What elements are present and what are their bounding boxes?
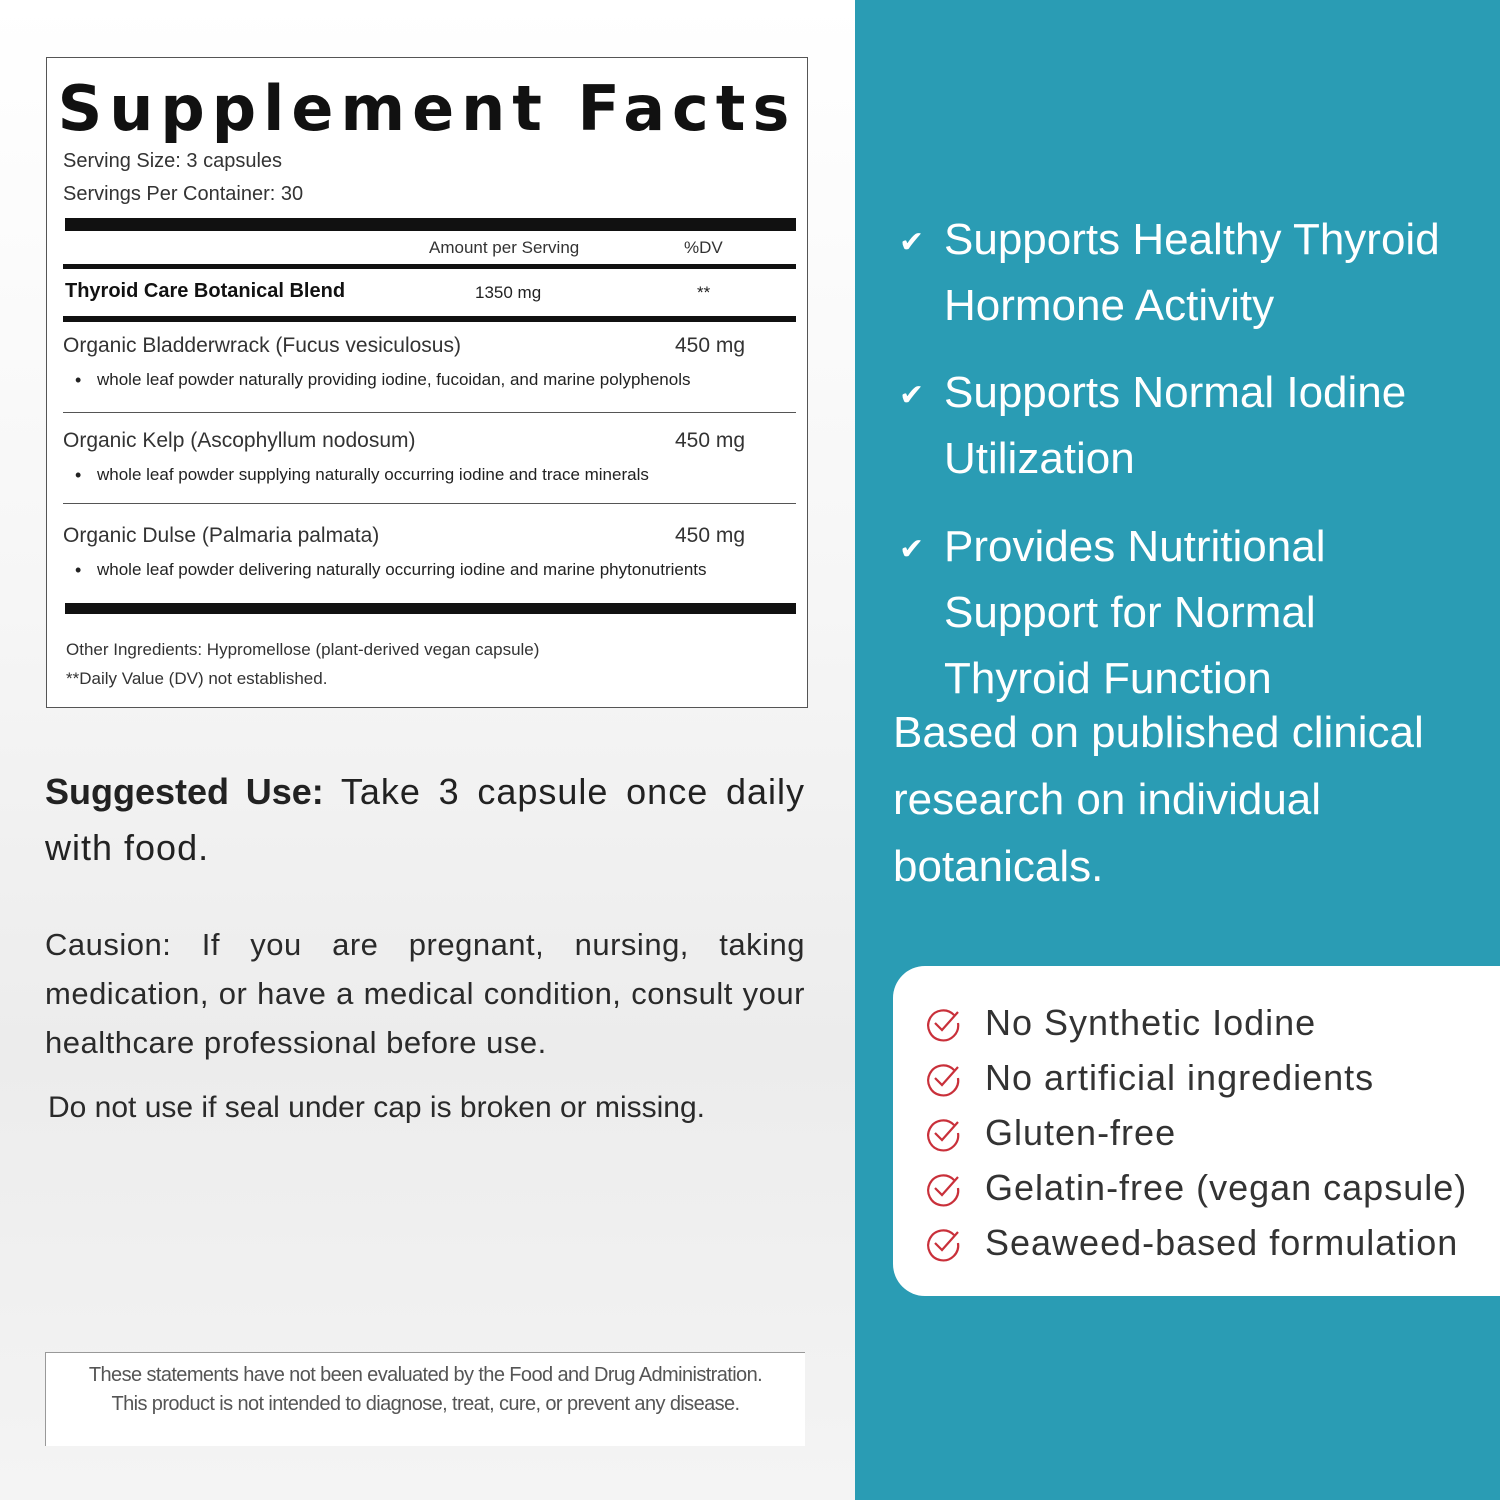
servings-per-container: Servings Per Container: 30 — [63, 183, 304, 205]
ingredient-name: Organic Kelp (Ascophyllum nodosum) — [63, 429, 416, 452]
amount-header: Amount per Serving — [429, 238, 580, 257]
divider-medium — [63, 316, 796, 322]
free-item-label: Seaweed-based formulation — [985, 1222, 1459, 1263]
circle-check-icon — [923, 1113, 963, 1153]
suggested-use-label: Suggested Use: — [45, 771, 324, 812]
disclaimer-line: This product is not intended to diagnose, treat, cure, or prevent any disease. — [111, 1393, 740, 1415]
ingredient-amount: 450 mg — [675, 429, 746, 452]
divider-thin — [63, 503, 796, 504]
suggested-use — [45, 764, 805, 876]
ingredient-amount: 450 mg — [675, 524, 746, 547]
supplement-facts-panel — [46, 57, 808, 708]
free-item-label: No artificial ingredients — [985, 1057, 1375, 1098]
dv-header: %DV — [684, 238, 723, 257]
free-from-card — [893, 966, 1500, 1296]
free-item — [923, 998, 1316, 1048]
circle-check-icon — [923, 1003, 963, 1043]
divider-thick — [65, 603, 796, 614]
ingredient-desc: • whole leaf powder delivering naturally occurring iodine and marine phytonutrients — [97, 560, 707, 580]
divider-thick — [65, 218, 796, 231]
other-ingredients: Other Ingredients: Hypromellose (plant-derived vegan capsule) — [66, 640, 540, 659]
checkmark-icon: ✔ — [899, 379, 925, 412]
disclaimer-line: These statements have not been evaluated by the Food and Drug Administration. — [88, 1364, 763, 1386]
blend-name: Thyroid Care Botanical Blend — [65, 280, 346, 302]
fda-disclaimer — [45, 1352, 805, 1446]
circle-check-icon — [923, 1058, 963, 1098]
free-item — [923, 1163, 1467, 1213]
blend-dv: ** — [697, 283, 711, 302]
circle-check-icon — [923, 1223, 963, 1263]
checkmark-icon: ✔ — [899, 226, 925, 259]
benefit-text: Supports Normal Iodine Utilization — [944, 368, 1407, 483]
divider-medium — [63, 264, 796, 269]
dv-note: **Daily Value (DV) not established. — [66, 669, 328, 688]
divider-thin — [63, 412, 796, 413]
suggested-use-text: Take 3 capsule once daily with food. — [45, 771, 805, 868]
seal-warning: Do not use if seal under cap is broken or missing. — [48, 1091, 705, 1124]
ingredient-desc: • whole leaf powder supplying naturally occurring iodine and trace minerals — [97, 465, 649, 485]
checkmark-icon: ✔ — [899, 533, 925, 566]
free-item-label: Gelatin-free (vegan capsule) — [985, 1167, 1468, 1208]
ingredient-amount: 450 mg — [675, 334, 746, 357]
benefit-item — [899, 360, 1459, 492]
free-item-label: Gluten-free — [985, 1112, 1177, 1153]
free-item — [923, 1053, 1374, 1103]
ingredient-name: Organic Bladderwrack (Fucus vesiculosus) — [63, 334, 461, 357]
ingredient-desc: • whole leaf powder naturally providing iodine, fucoidan, and marine polyphenols — [97, 370, 691, 390]
free-item — [923, 1218, 1458, 1268]
facts-title: Supplement Facts — [57, 72, 797, 145]
serving-size: Serving Size: 3 capsules — [63, 150, 283, 172]
caution-text: Causion: If you are pregnant, nursing, taking medication, or have a medical condition, consult your healthcare professional before use. — [45, 927, 805, 1060]
circle-check-icon — [923, 1168, 963, 1208]
free-item — [923, 1108, 1176, 1158]
benefit-text: Supports Healthy Thyroid Hormone Activity — [944, 215, 1440, 330]
blend-amount: 1350 mg — [475, 283, 542, 302]
benefit-item — [899, 207, 1459, 339]
benefit-text: Provides Nutritional Support for Normal Thyroid Function — [944, 522, 1326, 703]
free-item-label: No Synthetic Iodine — [985, 1002, 1317, 1043]
clinical-research-note: Based on published clinical research on individual botanicals. — [893, 708, 1424, 891]
ingredient-name: Organic Dulse (Palmaria palmata) — [63, 524, 380, 547]
benefit-item — [899, 514, 1459, 712]
